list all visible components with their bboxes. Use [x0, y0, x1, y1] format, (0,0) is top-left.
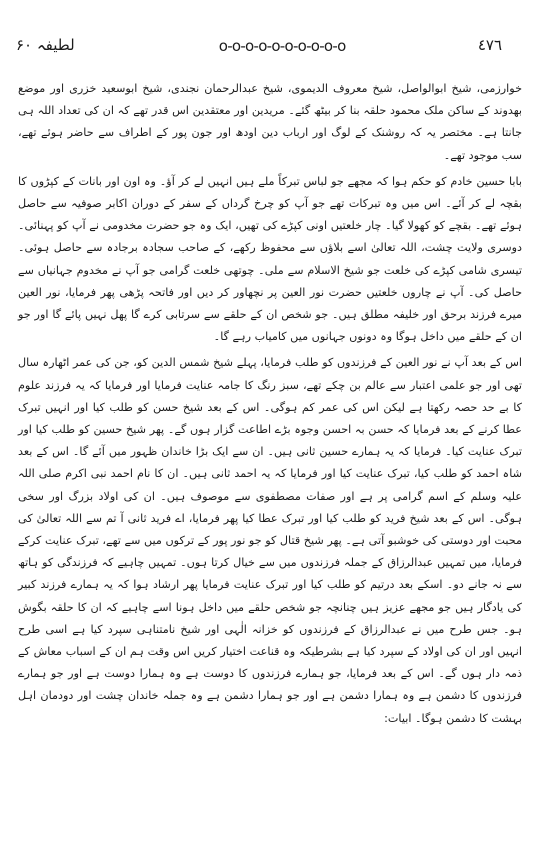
paragraph-3: اس کے بعد آپ نے نور العین کے فرزندوں کو طلب فرمایا، پہلے شیخ شمس الدین کو، جن کی عمر اٹھارہ سال تھی اور جو علمی اعتبار سے عالم بن چکے تھے، سبز رنگ کا جامہ عنایت فرمایا اور فرمایا کہ یہ فرزند علوم کا بے حد حصہ رکھتا ہے لیکن اس کی عمر کم ہوگی۔ اس کے بعد شیخ حسن کو طلب کیا اور انہیں تبرک عطا کرنے کے بعد فرمایا کہ حسن بہ احسن وجوہ بڑے اطاعت گزار ہوں گے۔ پھر شیخ حسین کو طلب کیا اور تبرک عنایت کیا۔ فرمایا کہ یہ ہمارے حسین ثانی ہیں۔ ان سے ایک بڑا خاندان ظہور میں آئے گا۔ اس کے بعد شاہ احمد کو طلب کیا، تبرک عنایت کیا اور فرمایا کہ یہ احمد ثانی ہیں۔ ان کا نام احمد نبی اکرم صلی اللہ علیہ وسلم کے اسم گرامی پر ہے اور صفات مصطفوی سے موصوف ہیں۔ ان کی اولاد بزرگ اور سخی ہوگی۔ اس کے بعد شیخ فرید کو طلب کیا اور تبرک عطا کیا پھر فرمایا، اے فرید ثانی آ تم سے اللہ تعالیٰ کی محبت اور دوستی کی خوشبو آتی ہے۔ پھر شیخ قتال کو جو نور پور کے ترکوں میں سے تھے، تبرک عنایت کرکے فرمایا، میں تمہیں عبدالرزاق کے جملہ فرزندوں میں سے خیال کرتا ہوں۔ تمہیں چاہیے کہ فرزندگی کو ہاتھ سے نہ جانے دو۔ اسکے بعد درتیم کو طلب کیا اور تبرک عنایت فرمایا پھر ارشاد ہوا کہ یہ ہمارے فرزند کبیر کی یادگار ہیں جو مجھے عزیز ہیں چنانچہ جو شخص حلقے میں داخل ہونا اسے چاہیے کہ ان کا حلقہ بگوش ہو۔ جس طرح میں نے عبدالرزاق کے فرزندوں کو خزانہ الٰہی اور شیخ نامتناہی سپرد کیا ہے اسی طرح انہیں اور ان کی اولاد کے سپرد کیا ہے بشرطیکہ وہ قناعت اختیار کریں اس وقت ہم ان کے اسباب معاش کے ذمہ دار ہوں گے۔ اس کے بعد فرمایا، جو ہمارے فرزندوں کا دوست ہے وہ ہمارا دوست ہے اور جو ہمارے فرزندوں کا دشمن ہے وہ ہمارا دشمن ہے اور جو ہمارا دشمن ہے وہ جملہ خاندان چشت اور دودمان اہل بہشت کا دشمن ہوگا۔ ابیات:: [18, 356, 522, 725]
header-ornament: o-o-o-o-o-o-o-o-o-o: [218, 37, 346, 55]
paragraph-2: بابا حسین خادم کو حکم ہوا کہ مجھے جو لباس تبرکاً ملے ہیں انہیں لے کر آؤ۔ وہ اون اور بانات کے کپڑوں کا بقچہ لے کر آئے۔ اس میں وہ تبرکات تھے جو آپ کو چرخ گرداں کے سفر کے دوران اکابر صوفیہ سے حاصل ہوئے تھے۔ بقچے کو کھولا گیا۔ چار خلعتیں اونی کپڑے کی تھیں، ایک وہ جو حضرت مخدومی نے آپ کو پہنائی۔ دوسری ولایت چشت، اللہ تعالیٰ اسے بلاؤں سے محفوظ رکھے، کے صاحب سجادہ برجادہ سے حاصل ہوئی۔ تیسری شامی کپڑے کی خلعت جو شیخ الاسلام سے ملی۔ چوتھی خلعت گرامی جو آپ نے مخدوم جہانیاں سے حاصل کی۔ آپ نے چاروں خلعتیں حضرت نور العین پر نچھاور کر دیں اور فاتحہ پڑھی پھر فرمایا، نور العین میرے فرزند برحق اور خلیفہ مطلق ہیں۔ جو شخص ان کے حلقے سے سرتابی کرے گا پھل نہیں پائے گا اور جو ان کے حلقے میں داخل ہوگا وہ دونوں جہانوں میں کامیاب رہے گا۔: [18, 174, 522, 344]
page-header: [14, 34, 526, 60]
section-label: لطیفہ ۶۰: [16, 36, 75, 54]
page-number: ٤٧٦: [477, 36, 502, 54]
body-text: [18, 78, 522, 734]
paragraph-1: خوارزمی، شیخ ابوالواصل، شیخ معروف الدیموی، شیخ عبدالرحمان نجندی، شیخ ابوسعید خزری اور موضع بھدوند کے ساکن ملک محمود حلقہ بنا کر بیٹھ گئے۔ مریدین اور معتقدین اس قدر تھے کہ ان کی تعداد اللہ ہی جانتا ہے۔ مختصر یہ کہ روشنک کے لوگ اور ارباب دین اودھ اور جون پور کے اطراف سے حاضر ہوئے تھے، سب موجود تھے۔: [18, 82, 522, 162]
